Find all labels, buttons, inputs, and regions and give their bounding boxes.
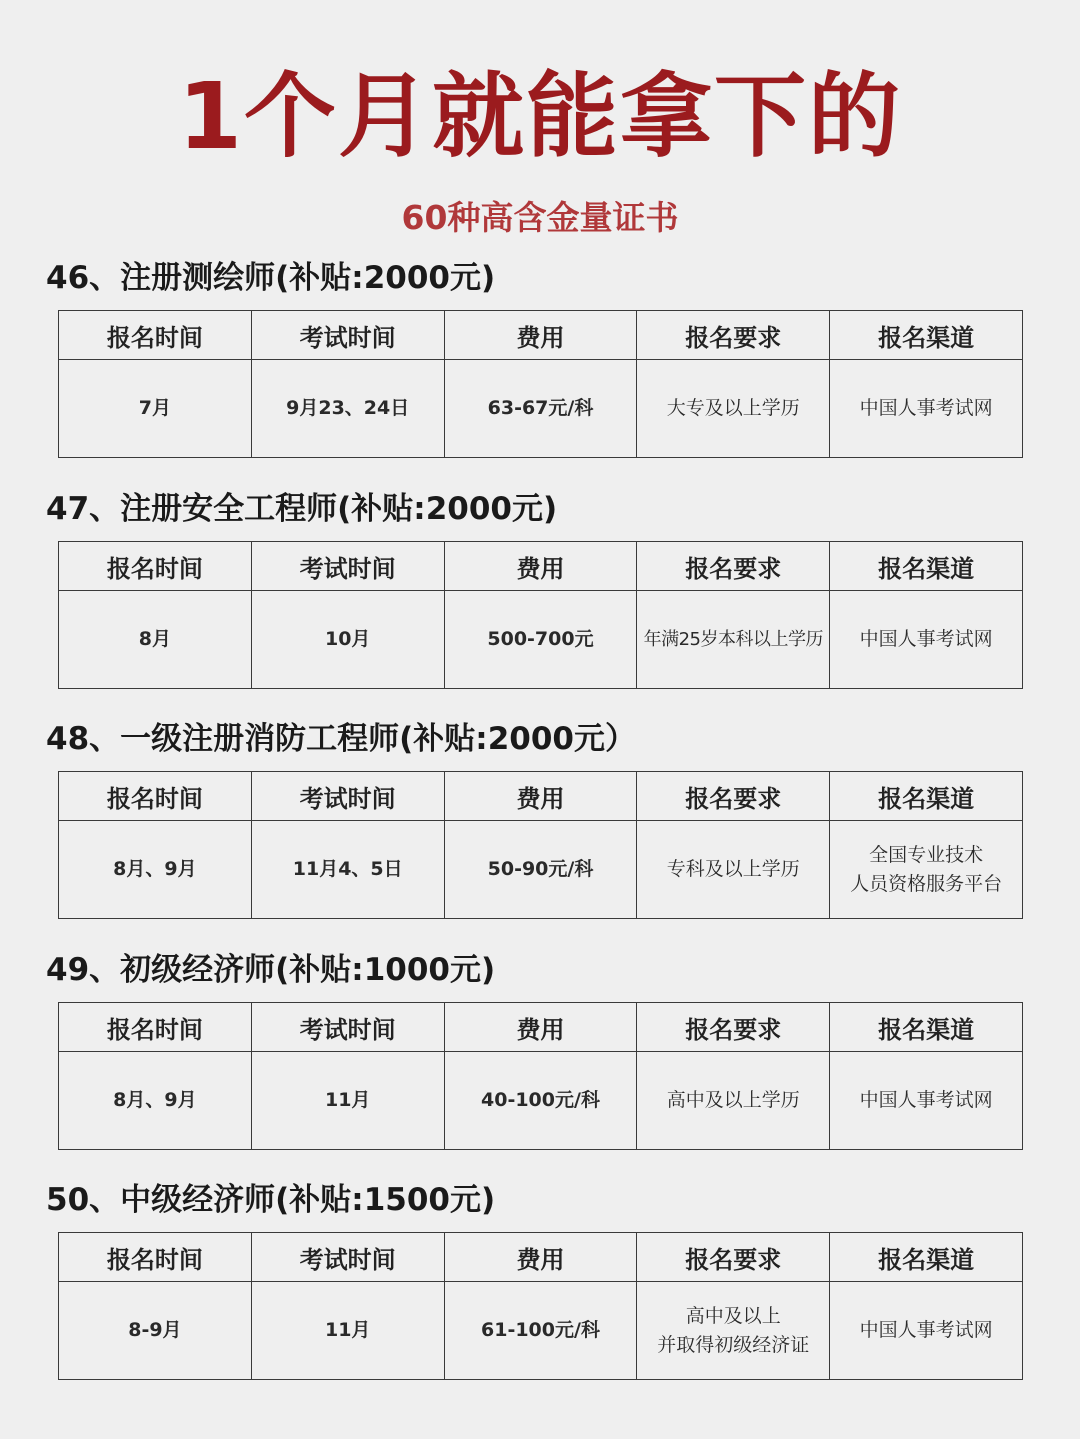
table-header-row xyxy=(59,311,1023,360)
cert-table xyxy=(58,1232,1023,1380)
cert-section xyxy=(46,719,1036,895)
cell-line: 年满25岁本科以上学历 xyxy=(643,629,823,650)
column-header: 报名渠道 xyxy=(830,772,1023,821)
table-row xyxy=(59,591,1023,689)
channel-cell xyxy=(830,1052,1023,1150)
column-header: 报名渠道 xyxy=(830,1233,1023,1282)
fee-cell: 61-100元/科 xyxy=(444,1282,637,1380)
cell-line: 中国人事考试网 xyxy=(859,1319,993,1341)
registration-time-cell: 8月、9月 xyxy=(59,821,252,919)
cell-line: 中国人事考试网 xyxy=(859,1089,993,1111)
column-header: 报名渠道 xyxy=(830,542,1023,591)
table-header-row xyxy=(59,542,1023,591)
cert-section xyxy=(46,258,1036,419)
column-header: 考试时间 xyxy=(251,542,444,591)
requirement-cell xyxy=(637,591,830,689)
fee-cell: 40-100元/科 xyxy=(444,1052,637,1150)
section-heading: 47、注册安全工程师(补贴:2000元) xyxy=(46,491,558,527)
table-row xyxy=(59,1282,1023,1380)
fee-cell: 500-700元 xyxy=(444,591,637,689)
section-heading: 46、注册测绘师(补贴:2000元) xyxy=(46,260,496,296)
column-header: 报名要求 xyxy=(637,311,830,360)
cell-line: 高中及以上学历 xyxy=(666,1089,800,1111)
channel-cell xyxy=(830,360,1023,458)
page-subtitle: 60种高含金量证书 xyxy=(401,198,679,237)
channel-cell xyxy=(830,821,1023,919)
cert-section xyxy=(46,950,1036,1111)
table-row xyxy=(59,360,1023,458)
column-header: 报名要求 xyxy=(637,1003,830,1052)
column-header: 费用 xyxy=(444,772,637,821)
table-header-row xyxy=(59,772,1023,821)
exam-time-cell: 10月 xyxy=(251,591,444,689)
cell-line: 专科及以上学历 xyxy=(666,858,800,880)
column-header: 报名要求 xyxy=(637,542,830,591)
column-header: 报名时间 xyxy=(59,1233,252,1282)
column-header: 报名要求 xyxy=(637,1233,830,1282)
column-header: 报名时间 xyxy=(59,311,252,360)
exam-time-cell: 11月 xyxy=(251,1052,444,1150)
requirement-cell xyxy=(637,360,830,458)
column-header: 考试时间 xyxy=(251,772,444,821)
table-row xyxy=(59,821,1023,919)
table-row xyxy=(59,1052,1023,1150)
exam-time-cell: 9月23、24日 xyxy=(251,360,444,458)
column-header: 费用 xyxy=(444,311,637,360)
table-header-row xyxy=(59,1233,1023,1282)
column-header: 考试时间 xyxy=(251,1233,444,1282)
cell-line: 高中及以上 xyxy=(685,1304,781,1327)
column-header: 费用 xyxy=(444,1233,637,1282)
cell-line: 人员资格服务平台 xyxy=(850,872,1003,895)
column-header: 报名渠道 xyxy=(830,311,1023,360)
section-heading: 49、初级经济师(补贴:1000元) xyxy=(46,952,496,988)
registration-time-cell: 8月 xyxy=(59,591,252,689)
cert-section xyxy=(46,489,1036,650)
exam-time-cell: 11月4、5日 xyxy=(251,821,444,919)
registration-time-cell: 8月、9月 xyxy=(59,1052,252,1150)
cert-section xyxy=(46,1180,1036,1356)
registration-time-cell: 8-9月 xyxy=(59,1282,252,1380)
cell-line: 中国人事考试网 xyxy=(859,397,993,419)
cell-line: 大专及以上学历 xyxy=(666,397,800,419)
channel-cell xyxy=(830,591,1023,689)
column-header: 报名时间 xyxy=(59,1003,252,1052)
cert-table xyxy=(58,1002,1023,1150)
column-header: 报名要求 xyxy=(637,772,830,821)
cell-line: 并取得初级经济证 xyxy=(657,1333,810,1356)
column-header: 报名时间 xyxy=(59,542,252,591)
cert-table xyxy=(58,541,1023,689)
cell-line: 全国专业技术 xyxy=(869,843,984,866)
exam-time-cell: 11月 xyxy=(251,1282,444,1380)
registration-time-cell: 7月 xyxy=(59,360,252,458)
requirement-cell xyxy=(637,1282,830,1380)
section-heading: 48、一级注册消防工程师(补贴:2000元） xyxy=(46,721,636,757)
fee-cell: 50-90元/科 xyxy=(444,821,637,919)
table-header-row xyxy=(59,1003,1023,1052)
cert-table xyxy=(58,310,1023,458)
column-header: 考试时间 xyxy=(251,311,444,360)
requirement-cell xyxy=(637,821,830,919)
column-header: 费用 xyxy=(444,1003,637,1052)
section-heading: 50、中级经济师(补贴:1500元) xyxy=(46,1182,496,1218)
column-header: 报名时间 xyxy=(59,772,252,821)
page-title: 1个月就能拿下的 xyxy=(177,63,902,170)
cell-line: 中国人事考试网 xyxy=(859,628,993,650)
channel-cell xyxy=(830,1282,1023,1380)
cert-table xyxy=(58,771,1023,919)
column-header: 费用 xyxy=(444,542,637,591)
requirement-cell xyxy=(637,1052,830,1150)
column-header: 报名渠道 xyxy=(830,1003,1023,1052)
fee-cell: 63-67元/科 xyxy=(444,360,637,458)
column-header: 考试时间 xyxy=(251,1003,444,1052)
